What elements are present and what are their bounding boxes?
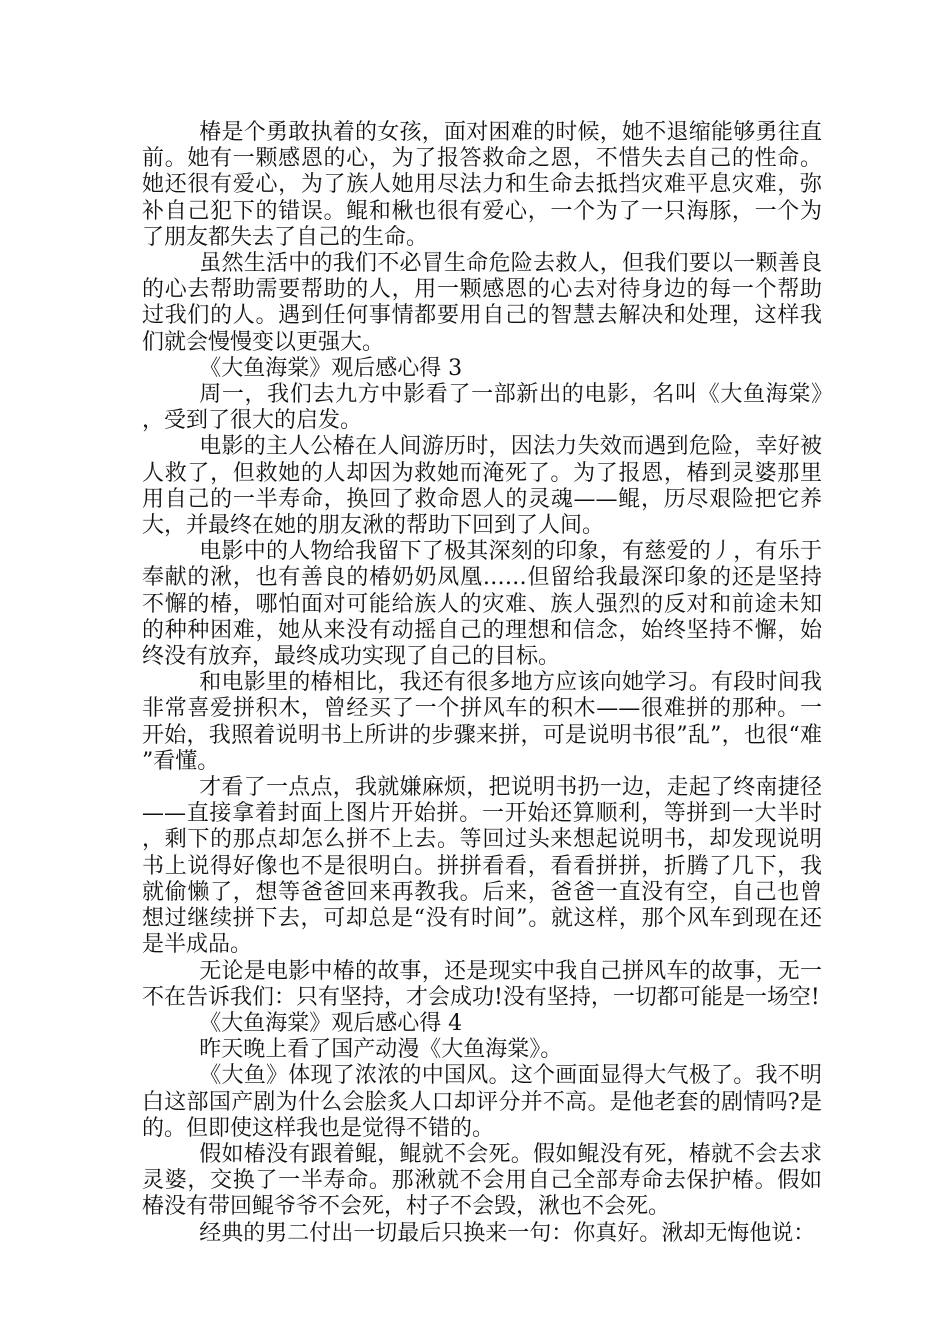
paragraph: 电影的主人公椿在人间游历时，因法力失效而遇到危险，幸好被人救了，但救她的人却因为救她而淹死了。为了报恩，椿到灵婆那里用自己的一半寿命，换回了救命恩人的灵魂——鲲，历尽艰险把它养大，并最终在她的朋友湫的帮助下回到了人间。 bbox=[142, 434, 822, 539]
paragraph: 无论是电影中椿的故事，还是现实中我自己拼风车的故事，无一不在告诉我们：只有坚持，才会成功!没有坚持，一切都可能是一场空! bbox=[142, 958, 822, 1010]
paragraph: 经典的男二付出一切最后只换来一句：你真好。湫却无悔他说： bbox=[199, 1220, 816, 1246]
paragraph: 才看了一点点，我就嫌麻烦，把说明书扔一边，走起了终南捷径——直接拿着封面上图片开始拼。一开始还算顺利，等拼到一大半时，剩下的那点却怎么拼不上去。等回过头来想起说明书，却发现说明书上说得好像也不是很明白。拼拼看看，看看拼拼，折腾了几下，我就偷懒了，想等爸爸回来再教我。后来，爸爸一直没有空，自己也曾想过继续拼下去，可却总是“没有时间”。就这样，那个风车到现在还是半成品。 bbox=[142, 775, 822, 958]
paragraph: 电影中的人物给我留下了极其深刻的印象，有慈爱的丿，有乐于奉献的湫，也有善良的椿奶奶凤凰……但留给我最深印象的还是坚持不懈的椿，哪怕面对可能给族人的灾难、族人强烈的反对和前途未知的种种困难，她从来没有动摇自己的理想和信念，始终坚持不懈，始终没有放弃，最终成功实现了自己的目标。 bbox=[142, 539, 822, 670]
document-body bbox=[142, 120, 822, 1247]
paragraph: 椿是个勇敢执着的女孩，面对困难的时候，她不退缩能够勇往直前。她有一颗感恩的心，为了报答救命之恩，不惜失去自己的性命。她还很有爱心，为了族人她用尽法力和生命去抵挡灾难平息灾难，弥补自己犯下的错误。鲲和楸也很有爱心，一个为了一只海豚，一个为了朋友都失去了自己的生命。 bbox=[142, 120, 822, 250]
paragraph: 假如椿没有跟着鲲，鲲就不会死。假如鲲没有死，椿就不会去求灵婆，交换了一半寿命。那湫就不会用自己全部寿命去保护椿。假如椿没有带回鲲爷爷不会死，村子不会毁，湫也不会死。 bbox=[142, 1141, 822, 1220]
section-heading: 《大鱼海棠》观后感心得 4 bbox=[199, 1010, 463, 1036]
paragraph: 《大鱼》体现了浓浓的中国风。这个画面显得大气极了。我不明白这部国产剧为什么会脍炙人口却评分并不高。是他老套的剧情吗?是的。但即使这样我也是觉得不错的。 bbox=[142, 1063, 822, 1141]
paragraph: 昨天晚上看了国产动漫《大鱼海棠》。 bbox=[199, 1037, 563, 1063]
paragraph: 和电影里的椿相比，我还有很多地方应该向她学习。有段时间我非常喜爱拼积木，曾经买了一个拼风车的积木——很难拼的那种。一开始，我照着说明书上所讲的步骤来拼，可是说明书很”乱”，也很“难”看懂。 bbox=[142, 670, 822, 774]
paragraph: 周一，我们去九方中影看了一部新出的电影，名叫《大鱼海棠》，受到了很大的启发。 bbox=[142, 382, 822, 434]
section-heading: 《大鱼海棠》观后感心得 3 bbox=[199, 355, 463, 381]
paragraph: 虽然生活中的我们不必冒生命危险去救人，但我们要以一颗善良的心去帮助需要帮助的人，用一颗感恩的心去对待身边的每一个帮助过我们的人。遇到任何事情都要用自己的智慧去解决和处理，这样我们就会慢慢变以更强大。 bbox=[142, 251, 822, 355]
